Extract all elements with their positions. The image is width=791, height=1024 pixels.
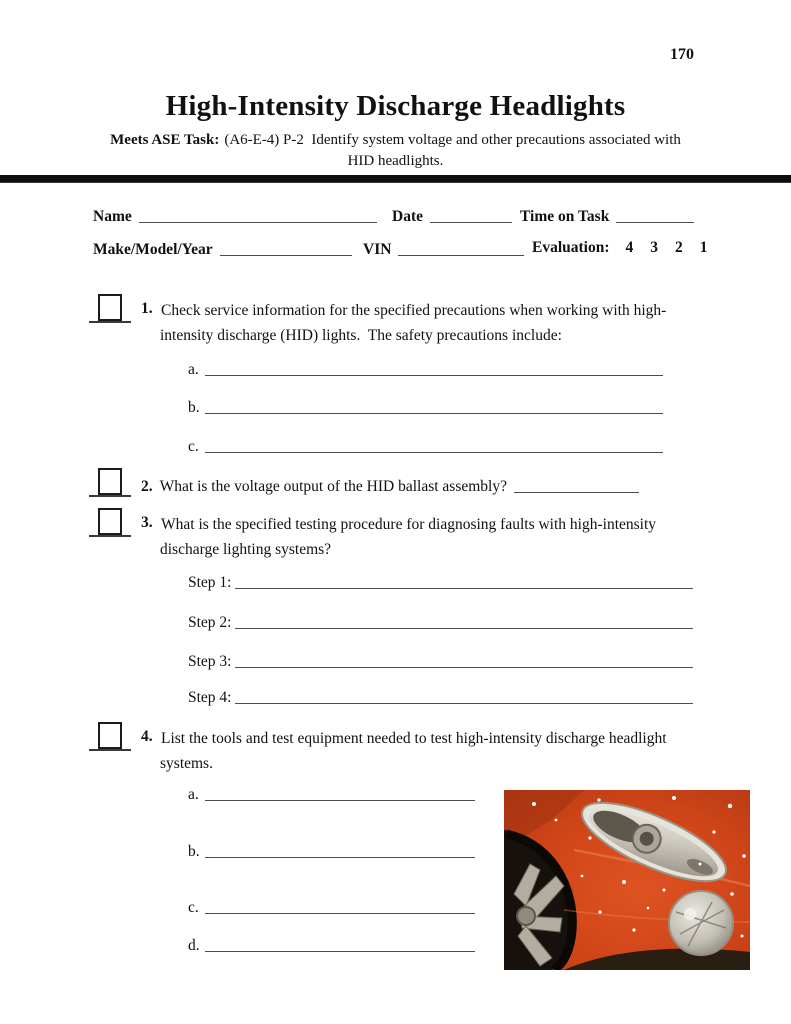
answer-blank-row <box>188 783 475 804</box>
evaluation-label: Evaluation: <box>532 239 610 256</box>
step-label: Step 3: <box>188 653 232 670</box>
make-model-year-label: Make/Model/Year <box>93 241 213 258</box>
make-model-year-blank-line <box>220 240 352 256</box>
question-2-text: What is the voltage output of the HID ballast assembly? <box>159 478 507 495</box>
answer-blank-label: d. <box>188 937 200 954</box>
answer-blank-row <box>188 358 663 379</box>
ase-task-block <box>0 130 791 172</box>
answer-blank-label: a. <box>188 361 199 378</box>
date-label: Date <box>392 208 423 225</box>
step-blank-line <box>235 573 693 589</box>
checkbox-square-icon <box>98 294 122 321</box>
answer-blank-label: c. <box>188 438 199 455</box>
ase-task-line2: HID headlights. <box>347 153 444 169</box>
date-blank-line <box>430 207 512 223</box>
answer-blank-line <box>205 398 663 414</box>
question-3-number: 3. <box>141 514 153 531</box>
divider-rule <box>0 175 791 183</box>
ase-task-label: Meets ASE Task: <box>110 132 220 148</box>
name-blank-line <box>139 207 377 223</box>
time-on-task-row <box>520 205 694 226</box>
name-label: Name <box>93 208 132 225</box>
ase-task-line1 <box>0 130 791 151</box>
step-row <box>188 611 693 632</box>
step-blank-line <box>235 652 693 668</box>
answer-blank-row <box>188 896 475 917</box>
evaluation-row <box>532 238 708 257</box>
answer-blank-line <box>205 360 663 376</box>
question-3-text-line1: What is the specified testing procedure for diagnosing faults with high-intensity <box>161 516 657 533</box>
answer-blank-label: a. <box>188 786 199 803</box>
step-row <box>188 686 693 707</box>
page-title: High-Intensity Discharge Headlights <box>165 90 626 122</box>
question-1-number: 1. <box>141 300 153 317</box>
question-3-text-line2: discharge lighting systems? <box>160 541 332 558</box>
question-2-number: 2. <box>141 478 153 495</box>
car-headlight-photo <box>504 790 750 970</box>
task-checkbox-1 <box>89 294 131 323</box>
task-checkbox-4 <box>89 722 131 751</box>
ase-task-text: (A6-E-4) P-2 Identify system voltage and other precautions associated with <box>224 132 681 148</box>
vin-label: VIN <box>363 241 392 258</box>
answer-blank-line <box>514 477 639 493</box>
evaluation-score: 3 <box>650 239 659 256</box>
evaluation-scores <box>626 238 708 257</box>
date-row <box>392 205 512 226</box>
step-label: Step 2: <box>188 614 232 631</box>
checkbox-square-icon <box>98 468 122 495</box>
question-2-row <box>141 475 639 496</box>
answer-blank-row <box>188 396 663 417</box>
vin-blank-line <box>398 240 524 256</box>
name-row <box>93 205 377 226</box>
question-1-text-line1: Check service information for the specified precautions when working with high- <box>161 302 667 319</box>
car-photo-illustration <box>504 790 750 970</box>
vin-row <box>363 238 524 259</box>
question-4-number: 4. <box>141 728 153 745</box>
evaluation-score: 1 <box>699 239 708 256</box>
answer-blank-line <box>205 437 663 453</box>
time-on-task-label: Time on Task <box>520 208 610 225</box>
question-1-text-line2: intensity discharge (HID) lights. The safety precautions include: <box>160 327 562 344</box>
step-label: Step 4: <box>188 689 232 706</box>
answer-blank-line <box>205 936 475 952</box>
evaluation-score: 2 <box>675 239 683 256</box>
answer-blank-line <box>205 785 475 801</box>
task-checkbox-2 <box>89 468 131 497</box>
answer-blank-row <box>188 435 663 456</box>
checkbox-square-icon <box>98 508 122 535</box>
checkbox-square-icon <box>98 722 122 749</box>
question-4-text-line1: List the tools and test equipment needed to test high-intensity discharge headlight <box>161 730 667 747</box>
answer-blank-label: b. <box>188 843 200 860</box>
time-on-task-blank-line <box>616 207 694 223</box>
answer-blank-label: c. <box>188 899 199 916</box>
step-row <box>188 571 693 592</box>
answer-blank-row <box>188 840 475 861</box>
page-number: 170 <box>670 46 694 63</box>
answer-blank-row <box>188 934 475 955</box>
step-blank-line <box>235 613 693 629</box>
task-checkbox-3 <box>89 508 131 537</box>
answer-blank-line <box>205 898 475 914</box>
step-label: Step 1: <box>188 574 232 591</box>
question-4-text-line2: systems. <box>160 755 213 772</box>
step-blank-line <box>235 688 693 704</box>
evaluation-score: 4 <box>625 239 634 256</box>
step-row <box>188 650 693 671</box>
make-model-year-row <box>93 238 352 259</box>
answer-blank-line <box>205 842 475 858</box>
answer-blank-label: b. <box>188 399 200 416</box>
